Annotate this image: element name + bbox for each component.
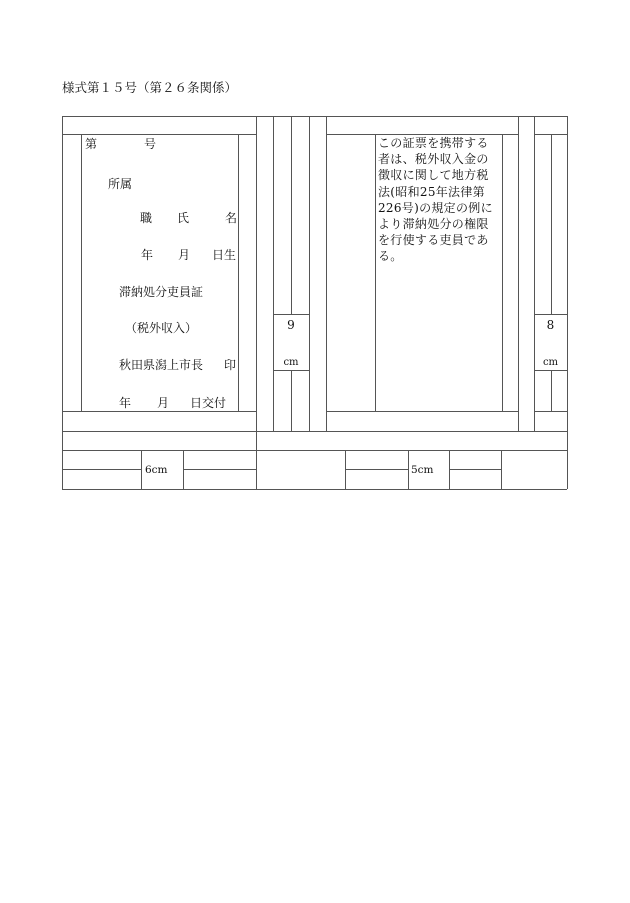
birth-year-label: 年 (141, 248, 154, 262)
number-prefix: 第 (85, 137, 98, 151)
issue-year-label: 年 (119, 396, 132, 410)
birth-month-label: 月 (178, 248, 191, 262)
seal-label: 印 (224, 358, 237, 372)
name-label-2: 名 (225, 211, 238, 225)
affiliation-label: 所属 (108, 177, 133, 191)
card-subtitle: （税外収入） (125, 321, 198, 335)
issue-day-label: 日交付 (190, 396, 227, 410)
issuer: 秋田県潟上市長 (119, 358, 204, 372)
front-height-value: 9 (287, 318, 295, 332)
front-width: 6cm (145, 464, 168, 476)
back-width: 5cm (411, 464, 434, 476)
back-height-value: 8 (546, 318, 555, 332)
name-label-1: 氏 (177, 211, 190, 225)
position-label: 職 (140, 211, 153, 225)
back-height-unit: cm (542, 357, 559, 368)
form-title: 様式第１５号（第２６条関係） (62, 80, 238, 95)
front-height-unit: cm (283, 357, 299, 368)
card-back-notice: この証票を携帯する 者は、税外収入金の 徴収に関して地方税 法(昭和25年法律第 226号)の規定の例に より滞納処分の権限 を行使する吏員であ る。 (378, 136, 493, 264)
number-suffix: 号 (144, 137, 157, 151)
card-name: 滞納処分吏員証 (119, 285, 204, 299)
issue-month-label: 月 (157, 396, 170, 410)
birth-day-label: 日生 (212, 248, 237, 262)
